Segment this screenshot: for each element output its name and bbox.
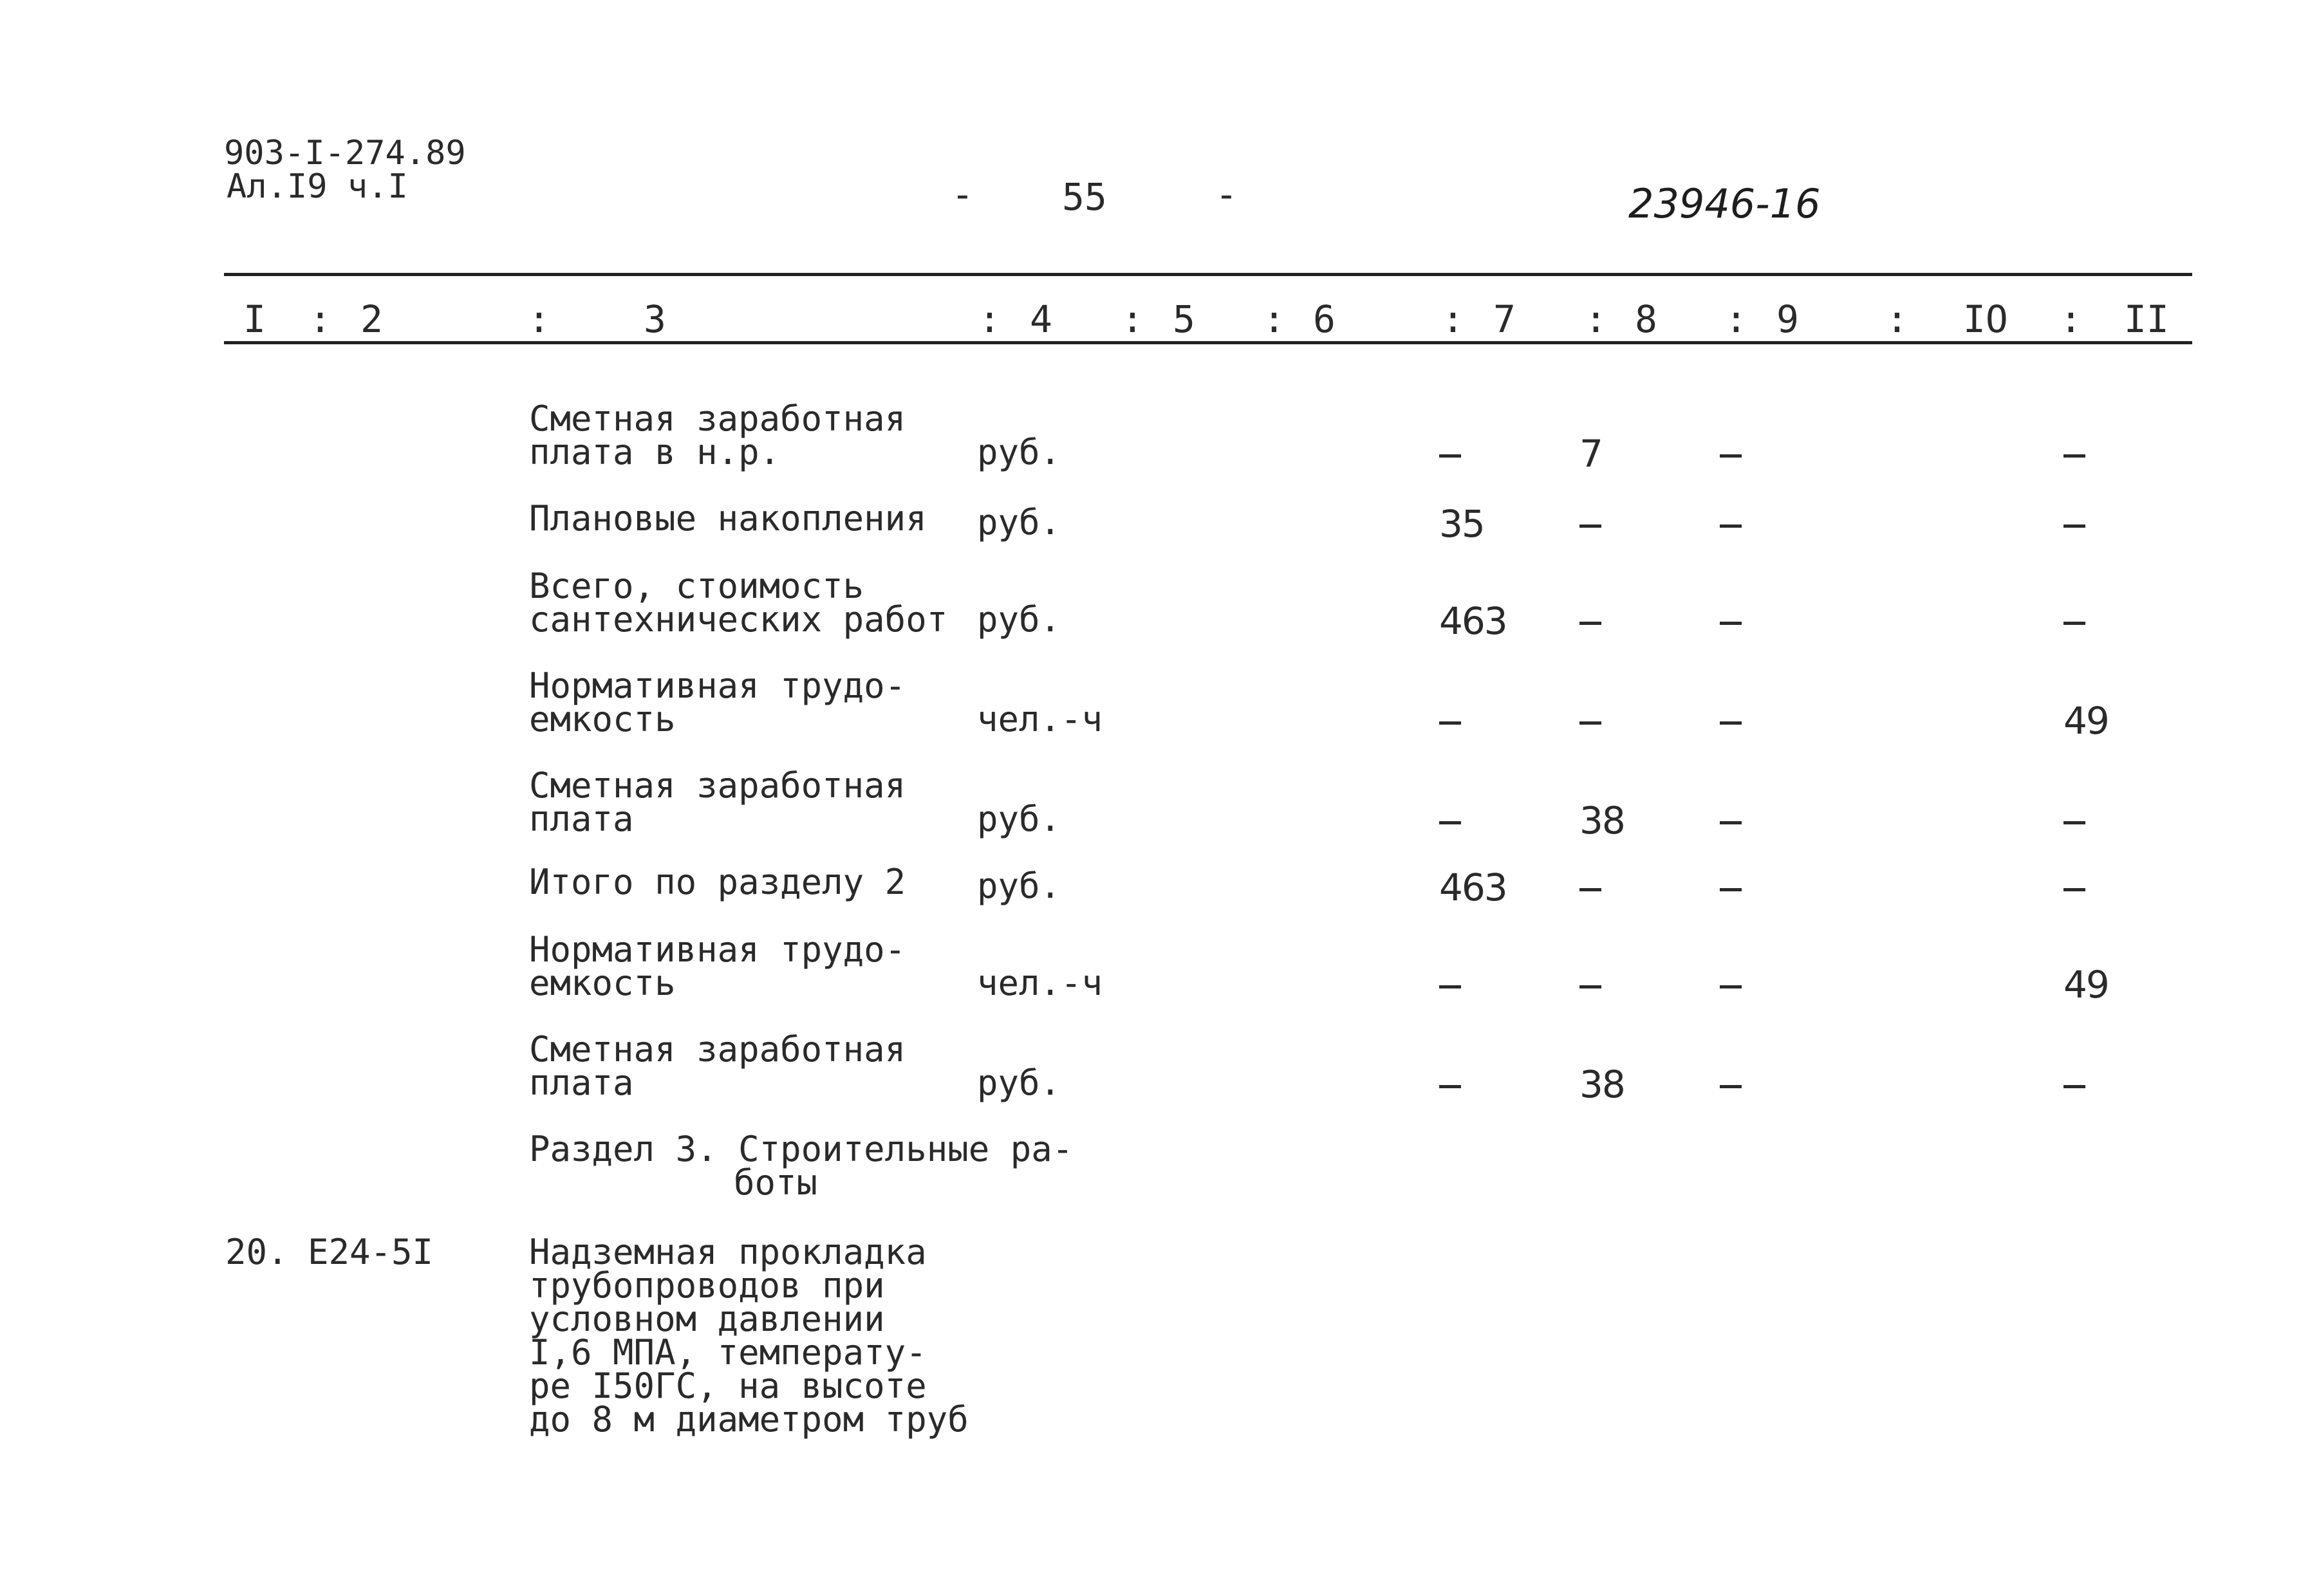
row-name-line2: сантехнических работ xyxy=(529,599,948,640)
cell-col-11 xyxy=(2063,799,2085,842)
cell-col-8 xyxy=(1579,963,1601,1007)
item-description-line: условном давлении xyxy=(529,1299,885,1339)
page-number: 55 xyxy=(1062,175,1107,219)
cell-col-7: 463 xyxy=(1439,866,1507,909)
cell-col-8 xyxy=(1579,866,1601,909)
section-3-heading-line1: Раздел 3. Строительные ра- xyxy=(529,1129,1074,1169)
cell-col-11 xyxy=(2063,599,2085,643)
column-separator: : xyxy=(528,297,550,341)
column-header-ii: II xyxy=(2124,297,2169,341)
row-name-line1: Нормативная трудо- xyxy=(529,665,906,706)
column-header-9: 9 xyxy=(1776,297,1799,341)
cell-col-8 xyxy=(1579,502,1601,546)
cell-col-8 xyxy=(1579,699,1601,743)
row-unit: руб. xyxy=(977,866,1061,906)
cell-col-7: 35 xyxy=(1439,502,1484,546)
row-name-line2: емкость xyxy=(529,963,676,1003)
cell-col-9 xyxy=(1720,866,1742,909)
row-unit: руб. xyxy=(977,432,1061,472)
column-header-6: 6 xyxy=(1313,297,1336,341)
item-description-line: I,6 МПА, температу- xyxy=(529,1332,927,1373)
cell-col-7 xyxy=(1439,699,1461,743)
row-name-line2: емкость xyxy=(529,699,676,739)
row-name-line1: Сметная заработная xyxy=(529,765,906,806)
column-header-i: I xyxy=(243,297,266,341)
cell-col-11 xyxy=(2063,866,2085,909)
column-header-io: IO xyxy=(1963,297,2008,341)
column-separator: : xyxy=(978,297,1001,341)
cell-col-11: 49 xyxy=(2063,699,2109,743)
item-description-line: Надземная прокладка xyxy=(529,1232,927,1272)
column-separator: : xyxy=(1442,297,1464,341)
album-reference: Ал.I9 ч.I xyxy=(227,167,408,206)
item-description-line: ре I50ГС, на высоте xyxy=(529,1366,927,1406)
cell-col-9 xyxy=(1720,502,1742,546)
cell-col-9 xyxy=(1720,799,1742,842)
row-name-line1: Плановые накопления xyxy=(529,498,927,539)
row-unit: руб. xyxy=(977,1062,1061,1103)
column-header-4: 4 xyxy=(1030,297,1052,341)
cell-col-9 xyxy=(1720,1062,1742,1106)
row-name-line2: плата xyxy=(529,1062,634,1103)
column-separator: : xyxy=(309,297,331,341)
cell-col-11: 49 xyxy=(2063,963,2109,1007)
section-3-heading-line2: боты xyxy=(734,1162,818,1203)
row-unit: чел.-ч xyxy=(977,963,1103,1003)
column-separator: : xyxy=(1121,297,1144,341)
column-header-7: 7 xyxy=(1493,297,1516,341)
row-name-line1: Нормативная трудо- xyxy=(529,929,906,970)
item-norm-code: Е24-5I xyxy=(308,1232,434,1272)
row-name-line1: Сметная заработная xyxy=(529,1029,906,1070)
row-name-line1: Всего, стоимость xyxy=(529,566,864,606)
row-name-line2: плата xyxy=(529,799,634,839)
row-unit: руб. xyxy=(977,502,1061,543)
page-dash-left: - xyxy=(951,172,974,216)
item-description-line: до 8 м диаметром труб xyxy=(529,1399,969,1440)
header-bottom-rule xyxy=(224,341,2192,344)
cell-col-9 xyxy=(1720,699,1742,743)
cell-col-7 xyxy=(1439,432,1461,476)
column-header-3: 3 xyxy=(644,297,666,341)
cell-col-7: 463 xyxy=(1439,599,1507,643)
row-name-line1: Итого по разделу 2 xyxy=(529,862,906,902)
column-separator: : xyxy=(1263,297,1285,341)
row-name-line2: плата в н.р. xyxy=(529,432,781,472)
cell-col-7 xyxy=(1439,799,1461,842)
cell-col-11 xyxy=(2063,1062,2085,1106)
cell-col-8 xyxy=(1579,599,1601,643)
cell-col-7 xyxy=(1439,963,1461,1007)
column-header-2: 2 xyxy=(360,297,383,341)
page-dash-right: - xyxy=(1215,172,1238,216)
row-unit: руб. xyxy=(977,599,1061,640)
inventory-number: 23946-16 xyxy=(1628,180,1821,227)
cell-col-11 xyxy=(2063,502,2085,546)
item-description-line: трубопроводов при xyxy=(529,1265,885,1306)
column-header-8: 8 xyxy=(1635,297,1657,341)
cell-col-8: 38 xyxy=(1579,1062,1625,1106)
document-code: 903-I-274.89 xyxy=(224,134,466,172)
cell-col-7 xyxy=(1439,1062,1461,1106)
cell-col-9 xyxy=(1720,963,1742,1007)
item-number: 20. xyxy=(225,1232,288,1272)
column-separator: : xyxy=(1725,297,1747,341)
column-separator: : xyxy=(1886,297,1908,341)
column-separator: : xyxy=(2060,297,2082,341)
cell-col-8: 7 xyxy=(1579,432,1602,476)
row-unit: руб. xyxy=(977,799,1061,839)
column-separator: : xyxy=(1585,297,1607,341)
cell-col-9 xyxy=(1720,432,1742,476)
row-name-line1: Сметная заработная xyxy=(529,398,906,439)
cell-col-11 xyxy=(2063,432,2085,476)
header-top-rule xyxy=(224,273,2192,276)
column-header-5: 5 xyxy=(1173,297,1195,341)
row-unit: чел.-ч xyxy=(977,699,1103,739)
cell-col-9 xyxy=(1720,599,1742,643)
cell-col-8: 38 xyxy=(1579,799,1625,842)
